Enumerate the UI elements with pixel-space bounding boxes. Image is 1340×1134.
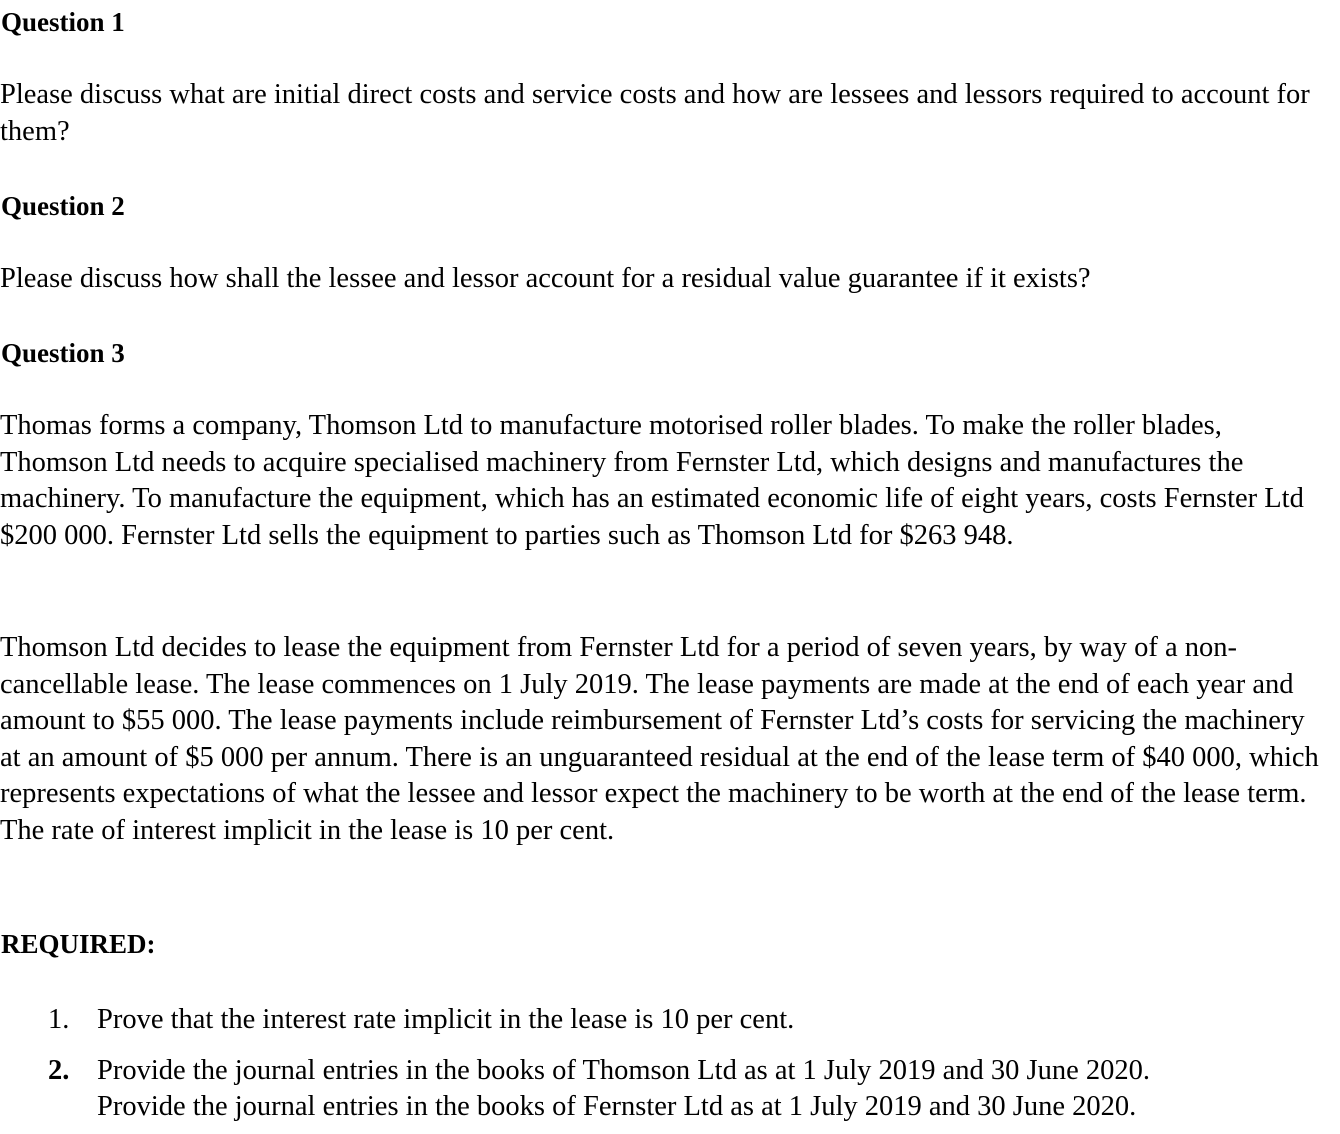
question-1-text: Please discuss what are initial direct costs and service costs and how are lessees and lessors required to account for them? [0,79,1310,147]
required-item-text: Provide the journal entries in the books of Thomson Ltd as at 1 July 2019 and 30 June 2020. [97,1055,1151,1086]
required-item-text: Prove that the interest rate implicit in the lease is 10 per cent. [97,1004,795,1035]
required-item-number: 2. [48,1055,70,1086]
question-3-heading: Question 3 [1,338,125,368]
question-1-heading: Question 1 [1,7,125,37]
required-item-subtext: Provide the journal entries in the books of Fernster Ltd as at 1 July 2019 and 30 June 2020. [97,1091,1137,1122]
question-3-paragraph-1: Thomas forms a company, Thomson Ltd to manufacture motorised roller blades. To make the roller blades, Thomson Ltd needs to acquire specialised machinery from Fernster Ltd, which designs and manufactures the machinery. To manufacture the equipment, which has an estimated economic life of eight years, costs Fernster Ltd $200 000. Fernster Ltd sells the equipment to parties such as Thomson Ltd for $263 948. [0,410,1304,551]
question-3-paragraph-2: Thomson Ltd decides to lease the equipment from Fernster Ltd for a period of seven years, by way of a non-cancellable lease. The lease commences on 1 July 2019. The lease payments are made at the end of each year and amount to $55 000. The lease payments include reimbursement of Fernster Ltd’s costs for servicing the machinery at an amount of $5 000 per annum. There is an unguaranteed residual at the end of the lease term of $40 000, which represents expectations of what the lessee and lessor expect the machinery to be worth at the end of the lease term. The rate of interest implicit in the lease is 10 per cent. [0,632,1319,846]
question-2-heading: Question 2 [1,191,125,221]
required-item-1 [0,1002,1330,1038]
required-heading: REQUIRED: [1,929,156,959]
question-2-text: Please discuss how shall the lessee and lessor account for a residual value guarantee if it exists? [0,263,1091,294]
required-item-number: 1. [48,1004,70,1035]
required-item-2 [0,1053,1330,1125]
required-list [0,1002,1330,1125]
